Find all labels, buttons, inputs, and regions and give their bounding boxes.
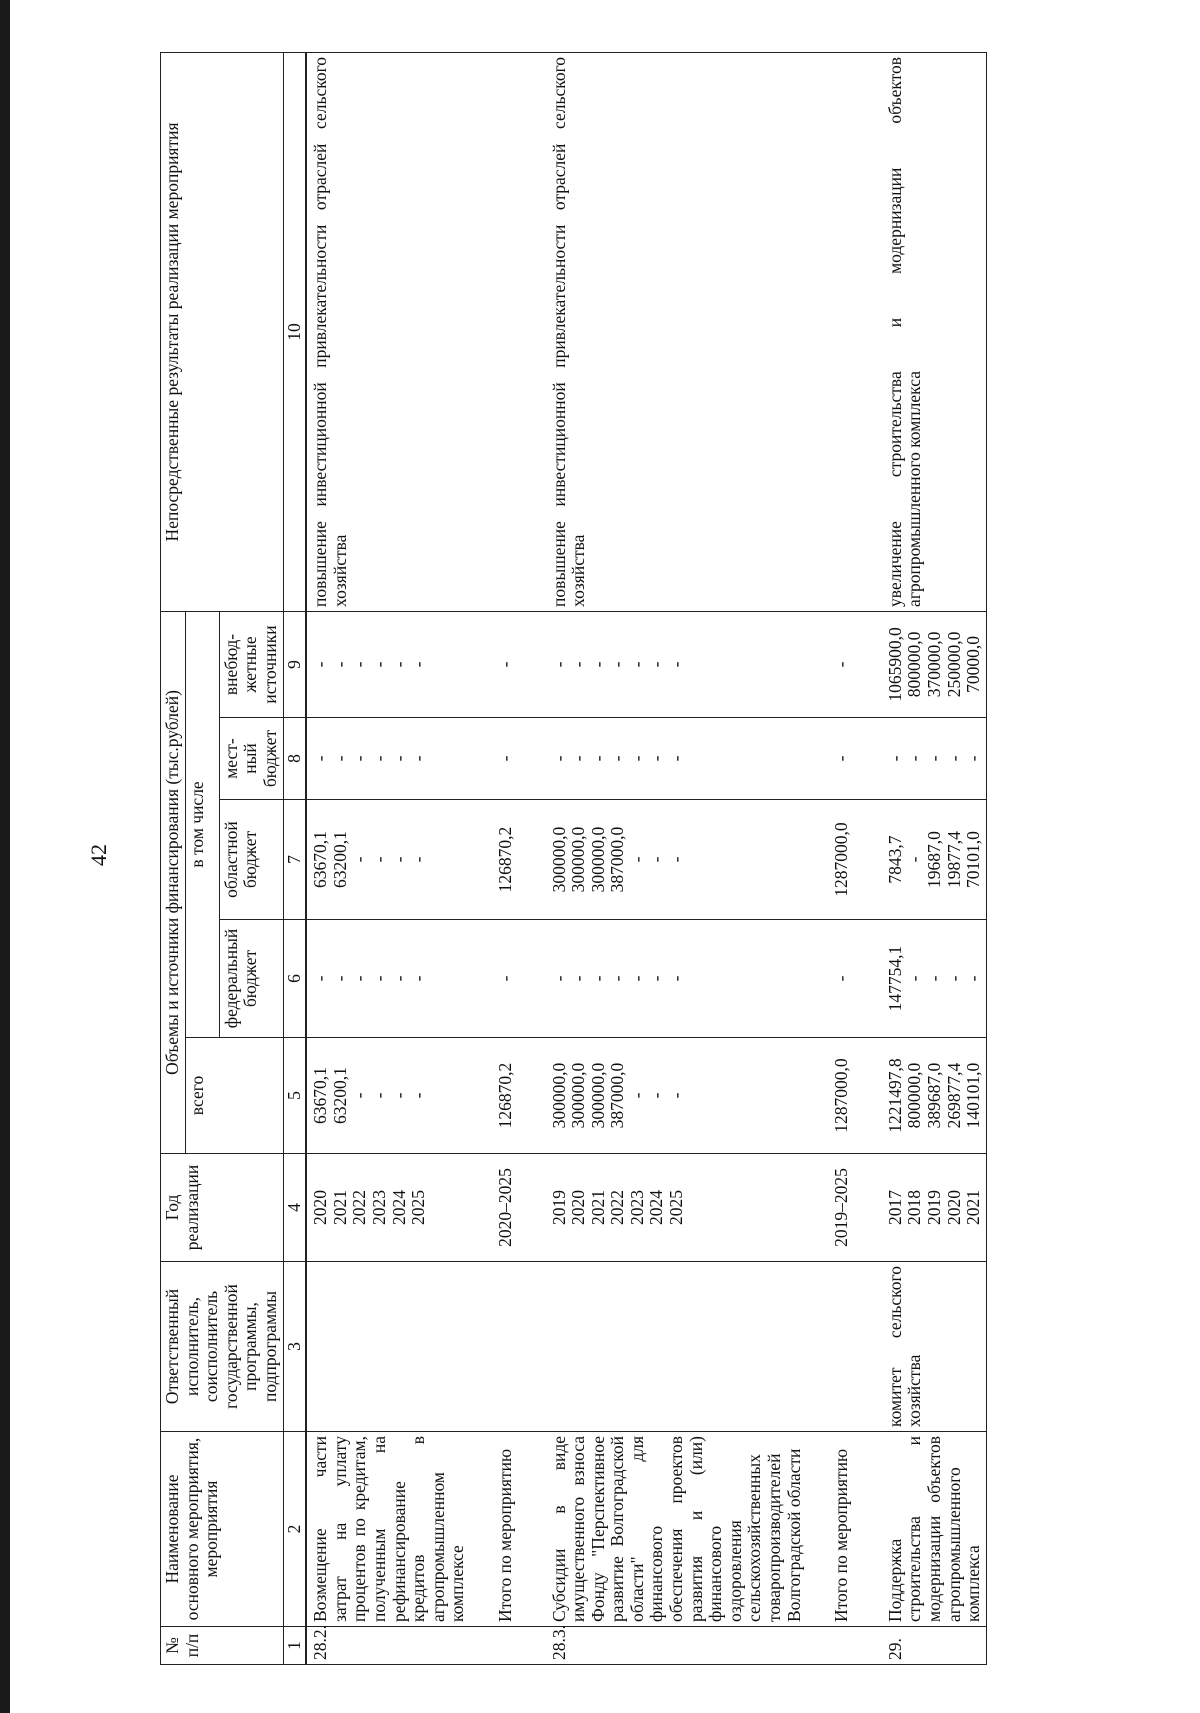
regional-value: - [368,856,389,863]
regional-value: - [408,856,429,863]
column-number: 10 [283,52,306,611]
extra-value: - [329,661,350,668]
extra-value: 250000,0 [943,631,964,698]
local-cell [882,718,986,800]
row-number: 28.2. [306,1627,470,1665]
regional-value: 387000,0 [607,826,628,893]
regional-value: 300000,0 [548,826,569,893]
federal-cell [546,920,807,1038]
subtotal-label: Итого по мероприятию [806,1432,882,1627]
year-value: 2021 [963,1190,984,1225]
year-value: 2020 [943,1190,964,1225]
measure-name: Субсидии в виде имущественного взноса Фонду "Перспективное развитие Волгоградской области" для финансового обеспечения проектов развития и (или) финансового оздоровления сельскохозяйственных товаропроизводителей Волгоградской области [546,1432,807,1627]
regional-value: 63670,1 [310,831,331,888]
total-value: 63670,1 [310,1067,331,1124]
extra-cell [306,611,470,717]
total-value: - [388,1092,409,1099]
year-value: 2019 [548,1190,569,1225]
local-value: - [568,755,589,762]
extra-value: 1065900,0 [884,627,905,702]
header-name: Наименование основного мероприятия, мероприятия [161,1432,284,1627]
subtotal-period: 2019–2025 [806,1154,882,1262]
regional-value: - [388,856,409,863]
local-value: - [388,755,409,762]
local-value: - [884,755,905,762]
subtotal-federal: - [806,920,882,1038]
extra-value: - [587,661,608,668]
federal-value: - [587,975,608,982]
federal-value: - [408,975,429,982]
regional-value: 63200,1 [329,831,350,888]
federal-value: - [666,975,687,982]
total-value: 300000,0 [548,1062,569,1129]
subtotal-total: 1287000,0 [806,1038,882,1154]
federal-value: - [548,975,569,982]
local-value: - [666,755,687,762]
page-number: 42 [86,844,111,866]
table-row-28-3 [546,52,807,1664]
total-value: 300000,0 [568,1062,589,1129]
subtotal-local: - [470,718,546,800]
total-value: - [408,1092,429,1099]
year-value: 2025 [408,1190,429,1225]
column-number: 5 [283,1038,306,1154]
column-number: 3 [283,1262,306,1432]
header-volumes: Объемы и источники финансирования (тыс.рублей) [161,611,186,1153]
subtotal-local: - [806,718,882,800]
extra-value: - [349,661,370,668]
header-extra: внебюд- жетные источники [219,611,283,717]
year-value: 2025 [666,1190,687,1225]
total-value: - [666,1092,687,1099]
regional-value: - [626,856,647,863]
total-value: 300000,0 [587,1062,608,1129]
regional-value: - [666,856,687,863]
extra-value: 800000,0 [904,631,925,698]
subtotal-regional: 126870,2 [470,800,546,920]
year-value: 2017 [884,1190,905,1225]
extra-value: - [310,661,331,668]
executor [306,1262,470,1432]
column-number: 9 [283,611,306,717]
measure-name: Поддержка строительства и модернизации объектов агропромышленного комплекса [882,1432,986,1627]
subtotal-extra: - [470,611,546,717]
regional-value: - [646,856,667,863]
extra-value: - [666,661,687,668]
regional-cell [882,800,986,920]
year-value: 2020 [310,1190,331,1225]
extra-cell [882,611,986,717]
regional-cell [306,800,470,920]
subtotal-row [806,52,882,1664]
local-value: - [329,755,350,762]
extra-value: - [548,661,569,668]
year-value: 2024 [646,1190,667,1225]
total-value: 63200,1 [329,1067,350,1124]
row-number: 29. [882,1627,986,1665]
header-year: Год реализации [161,1154,284,1262]
year-value: 2023 [626,1190,647,1225]
header-incl: в том числе [185,611,219,1037]
regional-value: 19687,0 [924,831,944,888]
row-number: 28.3. [546,1627,807,1665]
regional-value: 7843,7 [884,835,905,884]
header-local: мест- ный бюджет [219,718,283,800]
column-number: 7 [283,800,306,920]
years-cell [306,1154,470,1262]
regional-value: - [349,856,370,863]
federal-value: - [310,975,331,982]
subtotal-total: 126870,2 [470,1038,546,1154]
extra-value: - [388,661,409,668]
local-value: - [607,755,628,762]
federal-value: - [963,975,984,982]
local-cell [306,718,470,800]
local-value: - [963,755,984,762]
result-text: повышение инвестиционной привлекательности отраслей сельского хозяйства [546,52,807,611]
total-value: 269877,4 [943,1062,964,1129]
header-num: № п/п [161,1627,284,1665]
extra-value: 70000,0 [963,636,984,693]
header-regional: областной бюджет [219,800,283,920]
local-value: - [310,755,331,762]
subtotal-period: 2020–2025 [470,1154,546,1262]
executor: комитет сельского хозяйства [882,1262,986,1432]
local-value: - [646,755,667,762]
federal-value: 147754,1 [884,945,905,1012]
year-value: 2023 [368,1190,389,1225]
column-number: 6 [283,920,306,1038]
header-federal: федеральный бюджет [219,920,283,1038]
federal-value: - [626,975,647,982]
local-value: - [904,755,925,762]
year-value: 2024 [388,1190,409,1225]
year-value: 2022 [349,1190,370,1225]
years-cell [882,1154,986,1262]
regional-value: 300000,0 [587,826,608,893]
local-value: - [349,755,370,762]
regional-value: - [904,856,925,863]
federal-value: - [329,975,350,982]
local-value: - [587,755,608,762]
total-value: - [349,1092,370,1099]
extra-value: 370000,0 [924,631,944,698]
result-text: повышение инвестиционной привлекательности отраслей сельского хозяйства [306,52,470,611]
regional-value: 19877,4 [943,831,964,888]
column-number: 8 [283,718,306,800]
total-value: 140101,0 [963,1062,984,1129]
federal-value: - [368,975,389,982]
subtotal-federal: - [470,920,546,1038]
table-header [161,52,307,1664]
federal-value: - [607,975,628,982]
column-number-row [283,52,306,1664]
regional-value: 300000,0 [568,826,589,893]
year-value: 2018 [904,1190,925,1225]
extra-value: - [646,661,667,668]
years-cell [546,1154,807,1262]
subtotal-extra: - [806,611,882,717]
extra-value: - [408,661,429,668]
local-value: - [943,755,964,762]
local-value: - [408,755,429,762]
result-text: увеличение строительства и модернизации объектов агропромышленного комплекса [882,52,986,611]
total-cell [882,1038,986,1154]
total-value: 389687,0 [924,1062,944,1129]
total-value: 387000,0 [607,1062,628,1129]
extra-value: - [368,661,389,668]
regional-cell [546,800,807,920]
extra-value: - [607,661,628,668]
subtotal-row [470,52,546,1664]
extra-cell [546,611,807,717]
total-cell [306,1038,470,1154]
table-row-29 [882,52,986,1664]
local-value: - [924,755,944,762]
year-value: 2019 [924,1190,944,1225]
federal-value: - [388,975,409,982]
federal-cell [306,920,470,1038]
subtotal-regional: 1287000,0 [806,800,882,920]
federal-value: - [568,975,589,982]
total-value: - [368,1092,389,1099]
year-value: 2021 [329,1190,350,1225]
total-value: 1221497,8 [884,1058,905,1133]
column-number: 4 [283,1154,306,1262]
federal-value: - [349,975,370,982]
measure-name: Возмещение части затрат на уплату процентов по кредитам, полученным на рефинансирование кредитов в агропромышленном комплексе [306,1432,470,1627]
total-cell [546,1038,807,1154]
federal-value: - [646,975,667,982]
subtotal-label: Итого по мероприятию [470,1432,546,1627]
extra-value: - [568,661,589,668]
local-value: - [626,755,647,762]
local-value: - [368,755,389,762]
header-executor: Ответственный исполнитель, соисполнитель государственной программы, подпрограммы [161,1262,284,1432]
program-table [160,52,987,1665]
table-row-28-2 [306,52,470,1664]
year-value: 2022 [607,1190,628,1225]
column-number: 2 [283,1432,306,1627]
year-value: 2021 [587,1190,608,1225]
total-value: 800000,0 [904,1062,925,1129]
local-value: - [548,755,569,762]
extra-value: - [626,661,647,668]
year-value: 2020 [568,1190,589,1225]
regional-value: 70101,0 [963,831,984,888]
federal-value: - [943,975,964,982]
header-total: всего [185,1038,283,1154]
federal-cell [882,920,986,1038]
total-value: - [626,1092,647,1099]
executor [546,1262,807,1432]
column-number: 1 [283,1627,306,1665]
header-results: Непосредственные результаты реализации мероприятия [161,52,284,611]
federal-value: - [904,975,925,982]
federal-value: - [924,975,944,982]
total-value: - [646,1092,667,1099]
local-cell [546,718,807,800]
